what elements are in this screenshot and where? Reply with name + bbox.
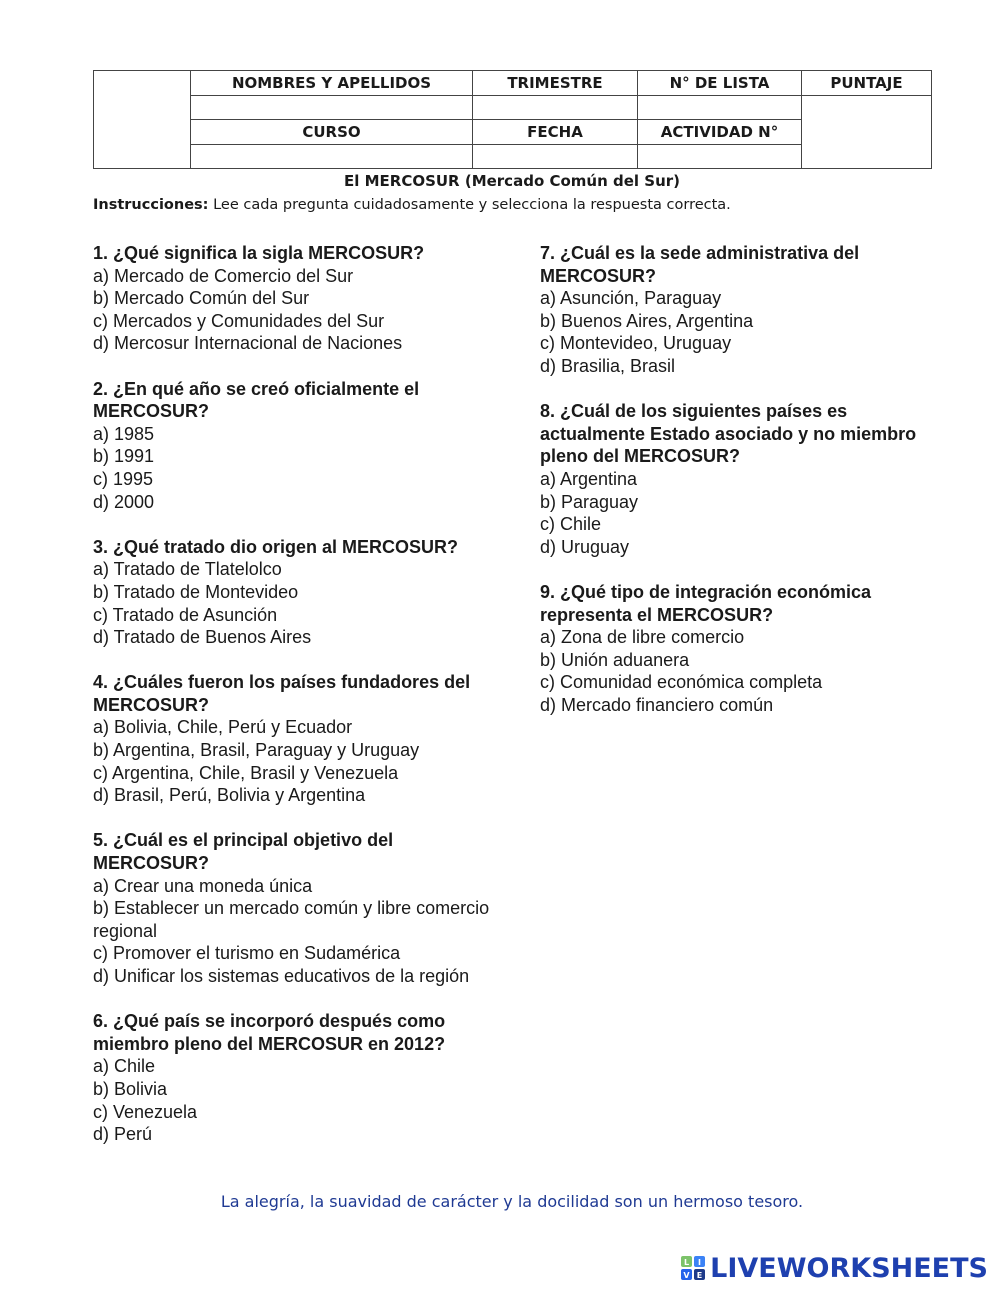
answer-option[interactable]: a) Crear una moneda única (93, 875, 313, 896)
answer-option[interactable]: a) Tratado de Tlatelolco (93, 559, 282, 580)
svg-text:L: L (684, 1258, 690, 1267)
trimestre-field[interactable] (473, 96, 638, 120)
question-text: 6. ¿Qué país se incorporó después como miembro pleno del MERCOSUR en 2012? (93, 1011, 446, 1054)
lista-field[interactable] (638, 96, 802, 120)
answer-option[interactable]: c) Promover el turismo en Sudamérica (93, 943, 401, 964)
student-info-table (93, 70, 932, 169)
question-text: 3. ¿Qué tratado dio origen al MERCOSUR? (93, 536, 459, 557)
answer-option[interactable]: d) Tratado de Buenos Aires (93, 627, 312, 648)
answer-option[interactable]: a) Mercado de Comercio del Sur (93, 265, 354, 286)
question-6 (93, 1010, 493, 1146)
answer-option[interactable]: d) Brasil, Perú, Bolivia y Argentina (93, 785, 366, 806)
instructions (93, 197, 731, 213)
question-2 (93, 378, 493, 514)
answer-option[interactable]: b) Bolivia (93, 1078, 168, 1099)
instructions-label: Instrucciones: (93, 197, 209, 213)
fecha-header: FECHA (473, 120, 638, 145)
answer-option[interactable]: c) Montevideo, Uruguay (540, 333, 732, 354)
answer-option[interactable]: a) Asunción, Paraguay (540, 288, 722, 309)
answer-option[interactable]: c) Tratado de Asunción (93, 604, 278, 625)
question-text: 1. ¿Qué significa la sigla MERCOSUR? (93, 243, 425, 263)
question-4 (93, 671, 493, 807)
curso-header: CURSO (191, 120, 473, 145)
liveworksheets-brand (680, 1253, 988, 1283)
fecha-field[interactable] (473, 145, 638, 169)
answer-option[interactable]: d) 2000 (93, 491, 155, 512)
answer-option[interactable]: b) Buenos Aires, Argentina (540, 310, 754, 331)
answer-option[interactable]: a) Zona de libre comercio (540, 627, 745, 648)
nombres-field[interactable] (191, 96, 473, 120)
question-text: 5. ¿Cuál es el principal objetivo del MERCOSUR? (93, 830, 394, 874)
answer-option[interactable]: b) Unión aduanera (540, 649, 690, 670)
question-text: 4. ¿Cuáles fueron los países fundadores del MERCOSUR? (93, 672, 471, 715)
svg-text:V: V (683, 1271, 690, 1280)
brand-name: LIVEWORKSHEETS (710, 1252, 988, 1284)
answer-option[interactable]: b) 1991 (93, 446, 155, 467)
trimestre-header: TRIMESTRE (473, 71, 638, 96)
answer-option[interactable]: d) Mercosur Internacional de Naciones (93, 333, 403, 354)
actividad-field[interactable] (638, 145, 802, 169)
liveworksheets-logo-icon (680, 1255, 706, 1281)
lista-header: N° DE LISTA (638, 71, 802, 96)
nombres-header: NOMBRES Y APELLIDOS (191, 71, 473, 96)
puntaje-field[interactable] (802, 96, 932, 169)
answer-option[interactable]: d) Perú (93, 1124, 153, 1145)
motto: La alegría, la suavidad de carácter y la docilidad son un hermoso tesoro. (220, 1192, 804, 1211)
svg-text:E: E (696, 1271, 703, 1280)
questions-column-right (540, 242, 940, 739)
instructions-text: Lee cada pregunta cuidadosamente y selecciona la respuesta correcta. (208, 197, 731, 213)
questions-column-left (93, 242, 493, 1168)
answer-option[interactable]: b) Paraguay (540, 491, 639, 512)
answer-option[interactable]: a) Argentina (540, 468, 638, 489)
answer-option[interactable]: c) Mercados y Comunidades del Sur (93, 310, 385, 331)
answer-option[interactable]: c) Comunidad económica completa (540, 672, 823, 693)
answer-option[interactable]: b) Establecer un mercado común y libre comercio regional (93, 898, 490, 941)
question-text: 2. ¿En qué año se creó oficialmente el MERCOSUR? (93, 378, 420, 422)
answer-option[interactable]: a) Bolivia, Chile, Perú y Ecuador (93, 717, 353, 738)
curso-field[interactable] (191, 145, 473, 169)
puntaje-header: PUNTAJE (802, 71, 932, 96)
svg-text:I: I (698, 1258, 702, 1267)
actividad-header: ACTIVIDAD N° (638, 120, 802, 145)
answer-option[interactable]: a) 1985 (93, 423, 155, 444)
answer-option[interactable]: b) Tratado de Montevideo (93, 581, 299, 602)
answer-option[interactable]: c) Venezuela (93, 1101, 198, 1122)
question-text: 9. ¿Qué tipo de integración económica representa el MERCOSUR? (540, 581, 872, 625)
question-8 (540, 400, 940, 558)
answer-option[interactable]: d) Unificar los sistemas educativos de la región (93, 966, 470, 986)
answer-option[interactable]: d) Mercado financiero común (540, 694, 774, 715)
answer-option[interactable]: c) 1995 (93, 468, 154, 489)
question-text: 8. ¿Cuál de los siguientes países es actualmente Estado asociado y no miembro pleno del MERCOSUR? (540, 401, 917, 467)
question-text: 7. ¿Cuál es la sede administrativa del MERCOSUR? (540, 243, 860, 286)
question-5 (93, 829, 493, 987)
question-1 (93, 242, 493, 355)
answer-option[interactable]: d) Uruguay (540, 536, 630, 557)
answer-option[interactable]: a) Chile (93, 1056, 156, 1077)
blank-cell (94, 71, 191, 169)
answer-option[interactable]: b) Mercado Común del Sur (93, 288, 310, 309)
document-title: El MERCOSUR (Mercado Común del Sur) (343, 172, 680, 190)
question-3 (93, 536, 493, 649)
question-7 (540, 242, 940, 378)
answer-option[interactable]: d) Brasilia, Brasil (540, 355, 676, 376)
answer-option[interactable]: b) Argentina, Brasil, Paraguay y Uruguay (93, 740, 420, 761)
question-9 (540, 581, 940, 717)
answer-option[interactable]: c) Argentina, Chile, Brasil y Venezuela (93, 762, 399, 783)
answer-option[interactable]: c) Chile (540, 514, 602, 535)
